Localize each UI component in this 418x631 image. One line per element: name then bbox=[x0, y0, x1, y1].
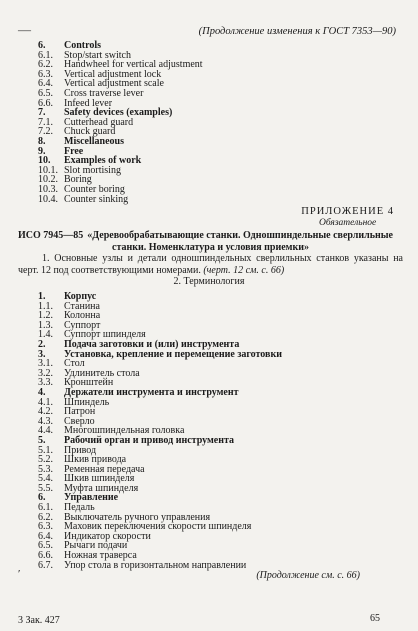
item-text: Упор стола в горизонтальном направлении bbox=[64, 559, 247, 571]
item-text: Vertical adjustment scale bbox=[64, 78, 164, 90]
item-number: 5.4. bbox=[38, 473, 53, 485]
item-number: 10.1. bbox=[38, 164, 58, 176]
item-text: Кронштейн bbox=[64, 377, 114, 389]
item-number: 1.3. bbox=[38, 319, 53, 331]
item-text: Подача заготовки и (или) инструмента bbox=[64, 338, 240, 350]
paragraph-reference: (черт. 12 см. с. 66) bbox=[203, 264, 285, 276]
item-number: 1.4. bbox=[38, 329, 53, 341]
item-text: Сверло bbox=[64, 415, 95, 427]
item-number: 6.1. bbox=[38, 502, 53, 514]
item-text: Slot mortising bbox=[64, 164, 121, 176]
item-text: Колонна bbox=[64, 310, 101, 322]
item-number: 5.2. bbox=[38, 454, 53, 466]
item-number: 7.1. bbox=[38, 116, 53, 128]
item-number: 6.6. bbox=[38, 97, 53, 109]
continued-note: (Продолжение см. с. 66) bbox=[256, 570, 360, 581]
item-text: Ременная передача bbox=[64, 463, 145, 475]
item-text: Многошпиндельная головка bbox=[64, 425, 185, 437]
item-number: 6.7. bbox=[38, 559, 53, 571]
item-text: Стол bbox=[64, 358, 85, 370]
english-term-list bbox=[38, 41, 203, 204]
item-number: 6.3. bbox=[38, 521, 53, 533]
corner-mark: — bbox=[18, 22, 31, 37]
item-text: Держатели инструмента и инструмент bbox=[64, 386, 239, 398]
item-text: Miscellaneous bbox=[64, 135, 124, 147]
item-number: 1. bbox=[38, 291, 46, 302]
item-text: Vertical adjustment lock bbox=[64, 68, 162, 80]
appendix-title: ПРИЛОЖЕНИЕ 4 bbox=[301, 206, 394, 217]
item-text: Станина bbox=[64, 300, 100, 312]
item-number: 6. bbox=[38, 492, 46, 504]
footer-order: 3 Зак. 427 bbox=[18, 615, 60, 626]
item-number: 10.4. bbox=[38, 193, 58, 205]
paragraph-text: 1. Основные узлы и детали одношпиндельных сверлильных станков указаны на черт. 12 под соответствующими номерами. bbox=[18, 253, 403, 276]
item-number: 6. bbox=[38, 40, 46, 51]
item-number: 9. bbox=[38, 145, 46, 157]
item-text: Корпус bbox=[64, 291, 97, 302]
standard-title-line bbox=[18, 230, 403, 242]
item-number: 5.5. bbox=[38, 482, 53, 494]
list-item bbox=[38, 195, 203, 205]
item-number: 6.6. bbox=[38, 550, 53, 562]
item-text: Маховик переключения скорости шпинделя bbox=[64, 521, 252, 533]
item-text: Шкив шпинделя bbox=[64, 473, 135, 485]
item-number: 3. bbox=[38, 348, 46, 360]
item-text: Controls bbox=[64, 40, 102, 51]
item-number: 4.2. bbox=[38, 406, 53, 418]
item-text: Free bbox=[64, 145, 84, 157]
item-number: 5.3. bbox=[38, 463, 53, 475]
item-number: 7.2. bbox=[38, 126, 53, 138]
standard-paragraph bbox=[18, 253, 403, 276]
item-text: Safety devices (examples) bbox=[64, 107, 173, 119]
item-number: 5. bbox=[38, 434, 46, 446]
item-number: 6.5. bbox=[38, 87, 53, 99]
item-text: Привод bbox=[64, 444, 97, 456]
list-item bbox=[38, 561, 282, 571]
item-number: 6.4. bbox=[38, 78, 53, 90]
item-number: 2. bbox=[38, 338, 46, 350]
item-number: 1.1. bbox=[38, 300, 53, 312]
item-number: 4.3. bbox=[38, 415, 53, 427]
item-number: 8. bbox=[38, 135, 46, 147]
item-text: Муфта шпинделя bbox=[64, 482, 139, 494]
item-text: Cutterhead guard bbox=[64, 116, 134, 128]
item-number: 6.1. bbox=[38, 49, 53, 61]
item-number: 10. bbox=[38, 155, 51, 167]
item-text: Рабочий орган и привод инструмента bbox=[64, 434, 235, 446]
appendix-subtitle: Обязательное bbox=[319, 218, 377, 228]
item-text: Суппорт bbox=[64, 319, 101, 331]
list-item bbox=[38, 118, 203, 128]
item-text: Counter boring bbox=[64, 183, 125, 195]
item-text: Выключатель ручного управления bbox=[64, 511, 211, 523]
item-number: 5.1. bbox=[38, 444, 53, 456]
standard-code: ИСО 7945—85 bbox=[18, 230, 84, 241]
item-text: Cross traverse lever bbox=[64, 87, 144, 99]
section-title: 2. Терминология bbox=[173, 276, 245, 287]
list-item bbox=[38, 166, 203, 176]
item-number: 6.3. bbox=[38, 68, 53, 80]
item-number: 3.3. bbox=[38, 377, 53, 389]
item-number: 10.3. bbox=[38, 183, 58, 195]
item-text: Counter sinking bbox=[64, 193, 129, 205]
item-text: Управление bbox=[64, 492, 119, 504]
item-text: Удлинитель стола bbox=[64, 367, 140, 379]
item-number: 6.2. bbox=[38, 511, 53, 523]
item-number: 6.2. bbox=[38, 59, 53, 71]
standard-block bbox=[18, 230, 403, 276]
item-number: 4. bbox=[38, 386, 46, 398]
item-text: Установка, крепление и перемещение заготовки bbox=[64, 348, 282, 360]
item-text: Chuck guard bbox=[64, 126, 116, 138]
item-number: 10.2. bbox=[38, 174, 58, 186]
item-number: 3.1. bbox=[38, 358, 53, 370]
standard-title: «Деревообрабатывающие станки. Одношпиндельные сверлильные bbox=[87, 230, 393, 241]
item-number: 4.4. bbox=[38, 425, 53, 437]
list-item bbox=[38, 137, 203, 147]
continuation-header: (Продолжение изменения к ГОСТ 7353—90) bbox=[198, 26, 396, 37]
item-text: Суппорт шпинделя bbox=[64, 329, 146, 341]
item-text: Педаль bbox=[64, 502, 95, 514]
item-text: Infeed lever bbox=[64, 97, 113, 109]
item-text: Рычаги подачи bbox=[64, 540, 128, 552]
item-number: 1.2. bbox=[38, 310, 53, 322]
item-text: Stop/start switch bbox=[64, 49, 131, 61]
item-number: 6.5. bbox=[38, 540, 53, 552]
list-item bbox=[38, 89, 203, 99]
item-text: Шпиндель bbox=[64, 396, 110, 408]
item-number: 7. bbox=[38, 107, 46, 119]
item-text: Патрон bbox=[64, 406, 96, 418]
page-number: 65 bbox=[370, 613, 380, 624]
russian-term-list bbox=[38, 292, 282, 570]
item-number: 4.1. bbox=[38, 396, 53, 408]
margin-tick: ʹ bbox=[18, 568, 21, 580]
appendix-block bbox=[301, 206, 394, 228]
standard-title-line2: станки. Номенклатура и условия приемки» bbox=[112, 241, 309, 253]
item-number: 6.4. bbox=[38, 530, 53, 542]
item-text: Handwheel for vertical adjustment bbox=[64, 59, 203, 71]
item-text: Boring bbox=[64, 174, 92, 186]
item-number: 3.2. bbox=[38, 367, 53, 379]
item-text: Examples of work bbox=[64, 155, 142, 167]
item-text: Шкив привода bbox=[64, 454, 127, 466]
item-text: Индикатор скорости bbox=[64, 530, 151, 542]
item-text: Ножная траверса bbox=[64, 550, 137, 562]
